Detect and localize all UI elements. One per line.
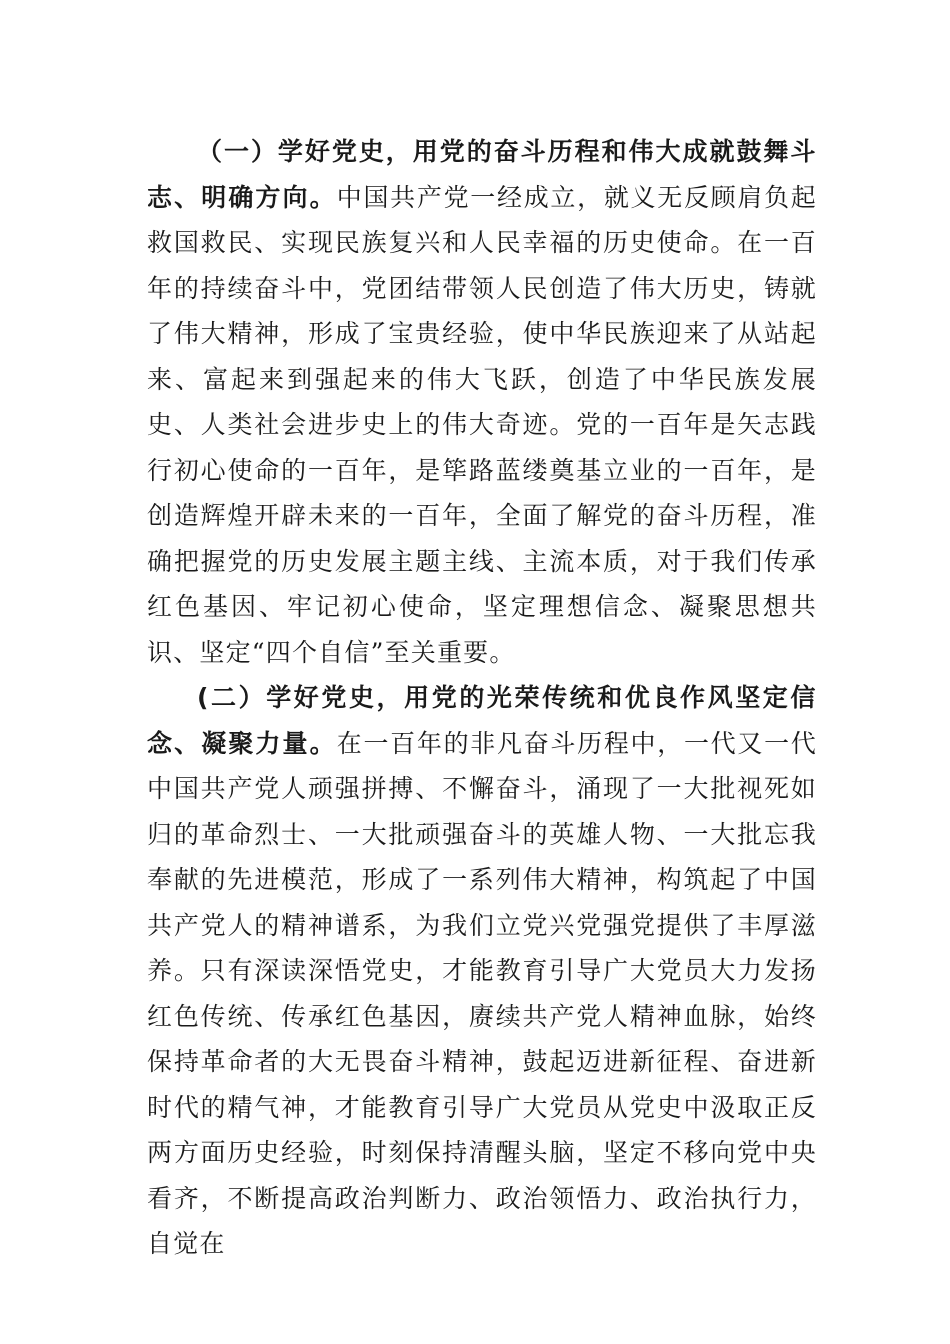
paragraph-1-heading: （一）学好党史，用党的奋斗历程和伟大成就鼓舞斗志、明确方向。 <box>147 137 817 212</box>
paragraph-1-body: 中国共产党一经成立，就义无反顾肩负起救国救民、实现民族复兴和人民幸福的历史使命。在一百年的持续奋斗中，党团结带领人民创造了伟大历史，铸就了伟大精神，形成了宝贵经验，使中华民族迎来了从站起来、富起来到强起来的伟大飞跃，创造了中华民族发展史、人类社会进步史上的伟大奇迹。党的一百年是矢志践行初心使命的一百年，是筚路蓝缕奠基立业的一百年，是创造辉煌开辟未来的一百年，全面了解党的奋斗历程，准确把握党的历史发展主题主线、主流本质，对于我们传承红色基因、牢记初心使命，坚定理想信念、凝聚思想共识、坚定“四个自信”至关重要。 <box>147 182 818 667</box>
document-body <box>147 129 817 1267</box>
paragraph-1 <box>147 129 817 675</box>
paragraph-2-body: 在一百年的非凡奋斗历程中，一代又一代中国共产党人顽强拼搏、不懈奋斗，涌现了一大批视死如归的革命烈士、一大批顽强奋斗的英雄人物、一大批忘我奉献的先进模范，形成了一系列伟大精神，构筑起了中国共产党人的精神谱系，为我们立党兴党强党提供了丰厚滋养。只有深读深悟党史，才能教育引导广大党员大力发扬红色传统、传承红色基因，赓续共产党人精神血脉，始终保持革命者的大无畏奋斗精神，鼓起迈进新征程、奋进新时代的精气神，才能教育引导广大党员从党史中汲取正反两方面历史经验，时刻保持清醒头脑，坚定不移向党中央看齐，不断提高政治判断力、政治领悟力、政治执行力，自觉在 <box>147 728 818 1258</box>
paragraph-2 <box>147 675 817 1267</box>
paragraph-2-heading: (二）学好党史，用党的光荣传统和优良作风坚定信念、凝聚力量。 <box>147 683 817 758</box>
